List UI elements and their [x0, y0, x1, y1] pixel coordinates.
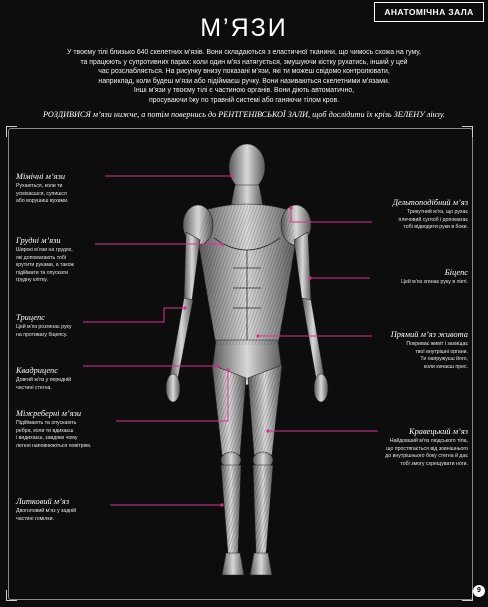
label-title: Міжреберні м’язи [16, 409, 82, 418]
label-desc: частині стегна. [16, 384, 52, 391]
label-title: Дельтоподібний м’яз [392, 198, 468, 207]
label-title: Мімічні м’язи [16, 172, 66, 181]
section-tab[interactable]: АНАТОМІЧНА ЗАЛА [374, 2, 484, 22]
label-title: Біцепс [444, 268, 468, 277]
label-desc: Цей м’яз розгинає руку [16, 324, 72, 330]
label-desc: усміхаєшся, супишся [16, 190, 67, 197]
label-desc: тобі відводити руки в боки. [403, 224, 468, 231]
label-desc: Підіймають та опускають [16, 420, 77, 426]
label-desc: Трикутний м’яз, що рухає [407, 209, 468, 215]
label-chest-muscles [16, 236, 116, 285]
label-desc: що простягається від зовнішнього [386, 445, 468, 452]
label-title: Литковий м’яз [16, 497, 70, 506]
page-number: 9 [473, 585, 485, 597]
label-title: Грудні м’язи [16, 236, 61, 245]
label-desc: частині гомілки. [16, 515, 54, 522]
label-quadriceps [16, 366, 116, 392]
label-desc: підіймати та опускати [16, 269, 68, 276]
label-abdominal-muscle [352, 330, 468, 371]
label-desc: які допомагають тобі [16, 254, 67, 261]
intro-line: час розслабляється. На рисунку внизу показані м’язи, які ти можеш свідомо контролювати, [98, 68, 390, 76]
label-title: Трицепс [16, 313, 45, 322]
label-desc: грудну клітку. [16, 277, 48, 284]
label-triceps [16, 313, 116, 339]
intro-line: У твоєму тілі близько 640 скелетних м’язів. Вони складаються з еластичної тканини, що чимось схожа на гуму, [67, 49, 421, 56]
label-desc: крутити руками, а також [16, 262, 74, 269]
label-desc: Рухаються, коли ти [16, 183, 63, 189]
label-desc: коли качаєш прес. [423, 363, 468, 370]
label-desc: ребра, коли ти вдихаєш [16, 427, 74, 434]
label-desc: Найдовший м’яз людського тіла, [389, 438, 468, 444]
label-desc: до внутрішнього боку стегна й дає [385, 453, 468, 460]
label-desc: Довгий м’яз у передній [16, 377, 72, 383]
label-desc: Покриває живіт і захищає [406, 341, 468, 347]
label-sartorius [336, 427, 468, 468]
label-desc: Широкі м’язи на грудях, [16, 247, 73, 253]
label-desc: на противагу біцепсу. [16, 331, 68, 338]
label-desc: і видихаєш, завдяки чому [16, 435, 78, 442]
label-deltoid [352, 198, 468, 232]
label-calf-muscle [16, 497, 116, 523]
intro-line: наприклад, коли будеш м’язи або підіймаєш ручку. Вони називаються скелетними м’язами. [98, 77, 390, 85]
label-title: Прямий м’яз живота [390, 330, 468, 339]
label-desc: плечовий суглоб і допомагає [398, 216, 468, 223]
label-biceps [352, 268, 468, 287]
label-desc: тобі змогу схрещувати ноги. [400, 460, 468, 467]
instruction-text: РОЗДИВИСЯ м’язи нижче, а потім повернись до РЕНТГЕНІВСЬКОЇ ЗАЛИ, щоб дослідити їх крізь ЗЕЛЕНУ лінзу. [43, 110, 445, 119]
label-title: Квадрицепс [16, 366, 58, 375]
label-desc: Ти напружуєш його, [420, 356, 468, 363]
label-intercostal-muscles [16, 409, 132, 450]
label-desc: твої внутрішні органи. [415, 348, 468, 355]
intro-line: Інші м’язи у твоєму тілі є частиною органів. Вони діють автоматично, [133, 87, 355, 95]
label-desc: легені наповнюються повітрям. [16, 442, 92, 449]
label-desc: або ворушиш вухами. [16, 198, 69, 205]
intro-line: просуваючи їжу по травній системі або ганяючи тілом кров. [148, 96, 340, 104]
label-facial-muscles [16, 172, 112, 206]
label-desc: Цей м’яз згинає руку в лікті. [401, 279, 468, 285]
intro-line: та працюють у супротивних парах: коли один м’яз натягується, змушуючи кістку рухатись, інший у цей [80, 58, 408, 66]
page-title: М’ЯЗИ [200, 14, 288, 42]
label-desc: Двоголовий м’яз у задній [16, 508, 77, 514]
label-title: Кравецький м’яз [409, 427, 468, 436]
